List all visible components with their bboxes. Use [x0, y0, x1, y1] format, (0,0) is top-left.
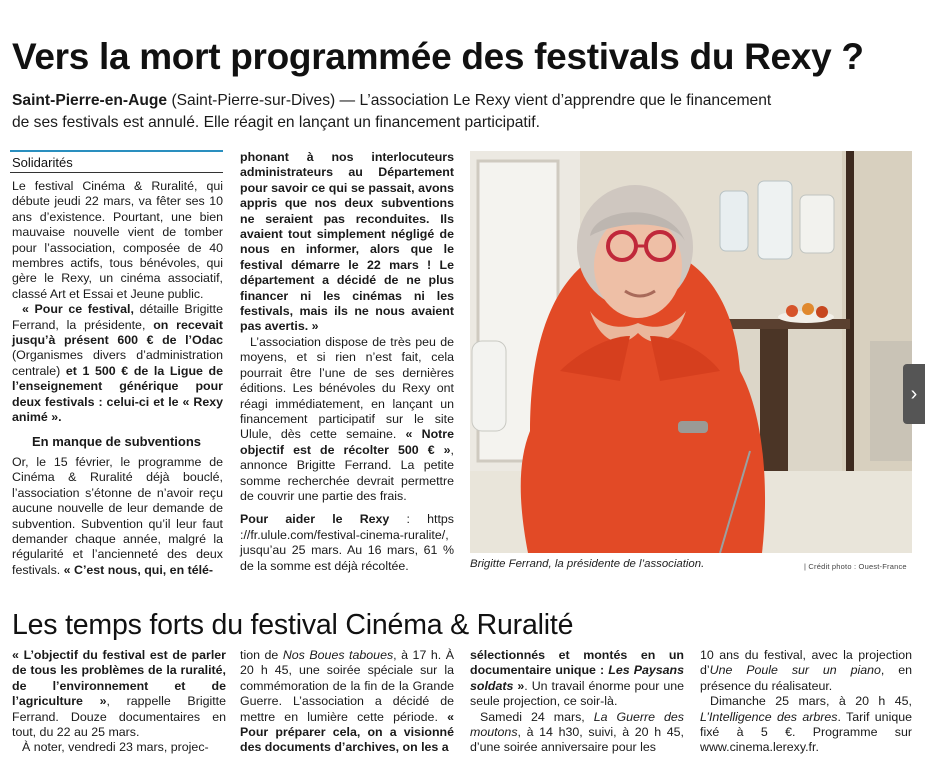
col2-help-link: : https ://fr.ulule.com/festival-cinema-ruralite/, jusqu’au 25 mars. Au 16 mars, 61 % de la somme est déjà récoltée. [240, 512, 454, 573]
article2-c4-paragraph-1 [700, 648, 912, 694]
article2-c1-text: , rappelle Brigitte Ferrand. Douze documentaires en tout, du 22 au 25 mars. [12, 694, 226, 740]
article2-c3-text: . Un travail énorme pour une seule projection, ce soir-là. [470, 678, 684, 709]
photo-caption: Brigitte Ferrand, la présidente de l’association. [470, 558, 705, 570]
col1-attribution: détaille Brigitte Ferrand, la présidente, [12, 302, 223, 332]
lede-sublocation: (Saint-Pierre-sur-Dives) — [167, 92, 360, 109]
article2-c3-film-title-2: La Guerre des moutons [470, 709, 684, 740]
col1-p3-text: Or, le 15 février, le programme de Cinéma & Ruralité déjà bouclé, l’association s’étonne de n’avoir reçu aucune nouvelle de leur demande de subvention. Subvention qu’il leur faut demander chaque année, malgré la régularité et l’ancienneté des deux festivals. [12, 454, 223, 577]
article2-c4-film-title: Une Poule sur un piano [709, 663, 881, 678]
article2-c2-text-1: tion de [240, 648, 283, 662]
article2-headline: Les temps forts du festival Cinéma & Ruralité [12, 609, 574, 641]
article-column-1 [12, 179, 223, 578]
article2-c3-text-2: , à 14 h30, suivi, à 20 h 45, d’une soirée anniversaire pour les [470, 725, 684, 755]
article2-c4-text-1: 10 ans du festival, avec la projection d’ [700, 648, 912, 678]
col2-quote: phonant à nos interlocuteurs administrateurs au Département pour savoir ce qui se passait, avons appris que nos deux subventions ne seraient pas reconduites. Ils avaient tout simplement négligé de nous en informer, alors que le festival démarre le 22 mars ! Le département a décidé de ne plus financer ni les cinémas ni les festivals, mais ils ne nous avaient pas avertis. » [240, 150, 454, 334]
section-label: Solidarités [12, 155, 73, 170]
article2-c3-paragraph-1 [470, 648, 684, 710]
article2-c3-paragraph-2 [470, 710, 684, 756]
article2-c4-price: . Tarif unique fixé à 5 €. Programme sur www.cinema.lerexy.fr. [700, 709, 912, 755]
article2-c4-film-title-2: L’Intelligence des arbres [700, 709, 838, 724]
article2-column-3 [470, 648, 684, 756]
article2-c3-quote-end: » [513, 678, 525, 693]
article2-c2-quote: « Pour préparer cela, on a visionné des documents d’archives, on les a [240, 709, 454, 755]
article-headline: Vers la mort programmée des festivals du Rexy ? [12, 36, 864, 77]
col1-odac-amount: on recevait jusqu’à présent 600 € de l’Odac [12, 317, 223, 348]
article2-c2-film-title: Nos Boues taboues [282, 648, 394, 662]
article-column-2 [240, 150, 454, 574]
col2-paragraph-3 [240, 512, 454, 574]
article2-c3-day: Samedi 24 mars, [480, 709, 594, 724]
article2-c1-quote: « L’objectif du festival est de parler de tous les problèmes de la ruralité, de l’environnement et de l’agriculture » [12, 648, 226, 709]
col1-odac-definition: (Organismes divers d’administration centrale) [12, 348, 223, 378]
col2-p2-text: L’association dispose de très peu de moyens, et si rien n’est fait, cela pourrait être l’une de ses dernières éditions. Les bénévoles du Rexy ont réagi immédiatement, en lançant un financement participatif sur le site Ulule, dès cette semaine. [240, 334, 454, 442]
col2-help-label: Pour aider le Rexy [240, 512, 390, 527]
col2-paragraph-2 [240, 335, 454, 504]
photo-credit: | Crédit photo : Ouest-France [804, 562, 907, 571]
article-photo [470, 151, 912, 553]
col1-ligue-amount: et 1 500 € de la Ligue de l’enseignement générique pour deux festivals : celui-ci et le « Rexy animé ». [12, 363, 223, 425]
article2-c2-paragraph [240, 648, 454, 756]
lede-text: L’association Le Rexy vient d’apprendre que le financement de ses festivals est annulé. Elle réagit en lançant un financement participatif. [12, 92, 772, 131]
article2-c4-text-2: , en présence du réalisateur. [700, 663, 912, 693]
article2-c2-text-2: , à 17 h. À 20 h 45, une soirée spéciale sur la commémoration de la fin de la Grande Guerre. L’association a décidé de mettre en lumière cette période. [240, 648, 454, 724]
section-divider [10, 172, 223, 173]
next-page-arrow-icon[interactable]: › [903, 364, 925, 424]
article2-c3-quote: sélectionnés et montés en un documentaire unique : [470, 648, 684, 678]
col1-paragraph-1: Le festival Cinéma & Ruralité, qui débute jeudi 22 mars, va fêter ses 10 ans d’existence. Pourtant, une bien mauvaise nouvelle vient de tomber pour l’association, composée de 40 membres actifs, tous bénévoles, qui gère le Rexy, un cinéma associatif, classé Art et Essai et Jeune public. [12, 179, 223, 301]
article2-column-2 [240, 648, 454, 756]
article2-c4-day: Dimanche 25 mars, à 20 h 45, [710, 694, 912, 709]
col1-paragraph-2 [12, 302, 223, 425]
article2-c4-paragraph-2 [700, 694, 912, 756]
col1-subheading: En manque de subventions [32, 433, 202, 449]
col2-objective-quote: « Notre objectif est de récolter 500 € » [240, 427, 454, 457]
article-lede [12, 90, 792, 134]
col1-p3-quote: « C’est nous, qui, en télé- [63, 562, 214, 577]
col1-paragraph-3 [12, 455, 223, 578]
lede-location: Saint-Pierre-en-Auge [12, 92, 168, 109]
article2-c1-paragraph-2: À noter, vendredi 23 mars, projec- [22, 740, 209, 755]
section-accent-bar [10, 150, 223, 152]
portrait-illustration [470, 151, 912, 553]
article2-column-1 [12, 648, 226, 756]
article2-c3-film-title: Les Paysans soldats [470, 663, 684, 693]
col2-p2-end: , annonce Brigitte Ferrand. La petite somme recherchée devrait permettre de couvrir une partie des frais. [240, 442, 454, 503]
col1-quote-start: « Pour ce festival, [22, 302, 134, 317]
article2-c1-paragraph-1 [12, 648, 226, 740]
article2-column-4 [700, 648, 912, 756]
